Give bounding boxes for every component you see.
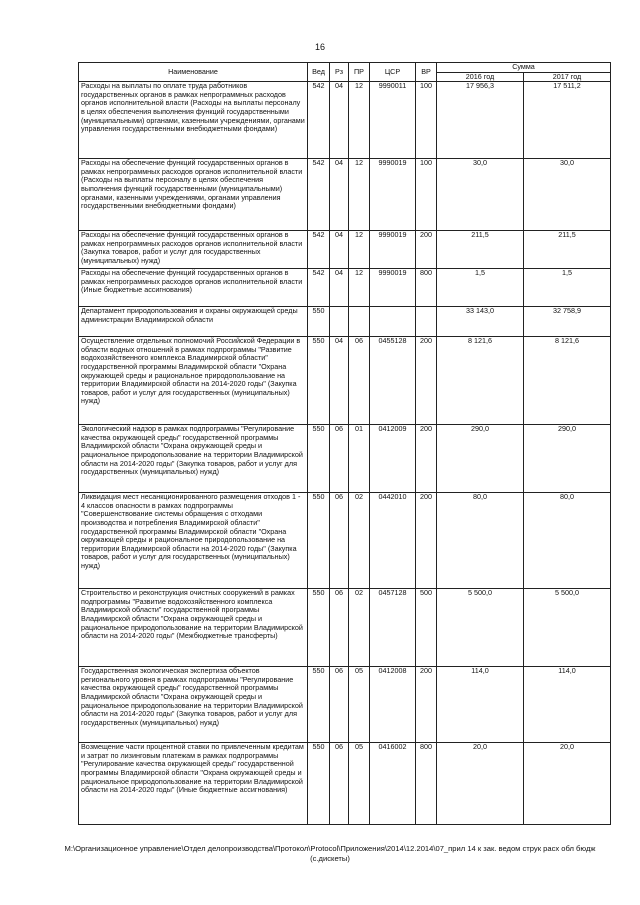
row-rz: 04	[330, 231, 349, 269]
header-name: Наименование	[79, 63, 308, 82]
row-pr: 12	[349, 159, 370, 231]
row-vr: 200	[416, 667, 437, 743]
table-row	[79, 82, 611, 159]
row-ved: 550	[308, 743, 330, 825]
row-ved: 550	[308, 493, 330, 589]
file-path-footer: M:\Организационное управление\Отдел делопроизводства\Протокол\Protocol\Приложения\2014\12.2014\07_прил 14 к зак. ведом струк расх обл бюдж (с.дискеты)	[64, 844, 596, 863]
row-2016: 114,0	[437, 667, 524, 743]
row-csr	[370, 307, 416, 337]
row-name: Строительство и реконструкция очистных сооружений в рамках подпрограммы "Развитие водохозяйственного комплекса Владимирской области" государственной программы Владимирской области "Охрана окружающей среды и рациональное природопользование на территории Владимирской области на 2014-2020 годы" (Межбюджетные трансферты)	[79, 589, 308, 667]
row-csr: 0412008	[370, 667, 416, 743]
row-2017: 5 500,0	[524, 589, 611, 667]
header-pr: ПР	[349, 63, 370, 82]
table-row	[79, 743, 611, 825]
row-pr: 05	[349, 667, 370, 743]
row-name: Расходы на выплаты по оплате труда работников государственных органов в рамках непрограммных расходов органов исполнительной власти (Расходы на выплаты персоналу в целях обеспечения выполнения функций государственными (муниципальными) органами, казенными учреждениями, органами управления государственными внебюджетными фондами)	[79, 82, 308, 159]
header-2017: 2017 год	[524, 72, 611, 82]
row-name: Государственная экологическая экспертиза объектов регионального уровня в рамках подпрограммы "Регулирование качества окружающей среды" государственной программы Владимирской области "Охрана окружающей среды и рациональное природопользование на территории Владимирской области на 2014-2020 годы" (Закупка товаров, работ и услуг для государственных (муниципальных) нужд)	[79, 667, 308, 743]
row-name: Департамент природопользования и охраны окружающей среды администрации Владимирской области	[79, 307, 308, 337]
row-csr: 0442010	[370, 493, 416, 589]
row-name: Расходы на обеспечение функций государственных органов в рамках непрограммных расходов органов исполнительной власти (Закупка товаров, работ и услуг для государственных (муниципальных) нужд)	[79, 231, 308, 269]
row-2017: 32 758,9	[524, 307, 611, 337]
header-2016: 2016 год	[437, 72, 524, 82]
row-csr: 0416002	[370, 743, 416, 825]
row-rz: 04	[330, 82, 349, 159]
table-row	[79, 493, 611, 589]
row-2017: 8 121,6	[524, 337, 611, 425]
header-ved: Вед	[308, 63, 330, 82]
row-vr	[416, 307, 437, 337]
row-name: Ликвидация мест несанкционированного размещения отходов 1 - 4 классов опасности в рамках подпрограммы "Совершенствование системы обращения с отходами производства и потребления Владимирской области" государственной программы Владимирской области "Охрана окружающей среды и рациональное природопользование на территории Владимирской области на 2014-2020 годы" (Закупка товаров, работ и услуг для государственных (муниципальных) нужд)	[79, 493, 308, 589]
row-rz: 04	[330, 337, 349, 425]
row-vr: 800	[416, 269, 437, 307]
row-2016: 290,0	[437, 425, 524, 493]
page-number: 16	[314, 42, 325, 52]
row-csr: 9990011	[370, 82, 416, 159]
row-ved: 542	[308, 82, 330, 159]
row-vr: 800	[416, 743, 437, 825]
row-rz: 04	[330, 269, 349, 307]
row-2017: 30,0	[524, 159, 611, 231]
row-pr: 02	[349, 589, 370, 667]
row-2017: 20,0	[524, 743, 611, 825]
row-name: Осуществление отдельных полномочий Российской Федерации в области водных отношений в рамках подпрограммы "Развитие водохозяйственного комплекса Владимирской области" государственной программы Владимирской области "Охрана окружающей среды и рациональное природопользование на территории Владимирской области на 2014-2020 годы" (Закупка товаров, работ и услуг для государственных (муниципальных) нужд)	[79, 337, 308, 425]
row-ved: 542	[308, 159, 330, 231]
table-row	[79, 667, 611, 743]
row-2017: 80,0	[524, 493, 611, 589]
row-ved: 542	[308, 269, 330, 307]
budget-table	[78, 62, 611, 825]
row-rz: 06	[330, 493, 349, 589]
row-csr: 0457128	[370, 589, 416, 667]
row-vr: 100	[416, 159, 437, 231]
row-rz: 06	[330, 667, 349, 743]
row-name: Расходы на обеспечение функций государственных органов в рамках непрограммных расходов органов исполнительной власти (Расходы на выплаты персоналу в целях обеспечения выполнения функций государственными (муниципальными) органами, казенными учреждениями, органами управления государственными внебюджетными фондами)	[79, 159, 308, 231]
header-csr: ЦСР	[370, 63, 416, 82]
row-name: Расходы на обеспечение функций государственных органов в рамках непрограммных расходов органов исполнительной власти (Иные бюджетные ассигнования)	[79, 269, 308, 307]
row-vr: 500	[416, 589, 437, 667]
row-2017: 290,0	[524, 425, 611, 493]
row-ved: 550	[308, 589, 330, 667]
row-csr: 0455128	[370, 337, 416, 425]
row-name: Экологический надзор в рамках подпрограммы "Регулирование качества окружающей среды" государственной программы Владимирской области "Охрана окружающей среды и рациональное природопользование на территории Владимирской области на 2014-2020 годы" (Закупка товаров, работ и услуг для государственных (муниципальных) нужд)	[79, 425, 308, 493]
row-vr: 100	[416, 82, 437, 159]
row-csr: 9990019	[370, 269, 416, 307]
row-2016: 5 500,0	[437, 589, 524, 667]
row-pr: 12	[349, 82, 370, 159]
table-row	[79, 425, 611, 493]
table-row	[79, 589, 611, 667]
row-pr: 01	[349, 425, 370, 493]
row-2016: 1,5	[437, 269, 524, 307]
table-row	[79, 337, 611, 425]
row-rz: 04	[330, 159, 349, 231]
header-rz: Рз	[330, 63, 349, 82]
row-rz: 06	[330, 743, 349, 825]
row-2016: 30,0	[437, 159, 524, 231]
table-header-row	[79, 63, 611, 73]
row-csr: 9990019	[370, 159, 416, 231]
row-csr: 0412009	[370, 425, 416, 493]
row-ved: 550	[308, 667, 330, 743]
row-name: Возмещение части процентной ставки по привлеченным кредитам и затрат по лизинговым платежам в рамках подпрограммы "Регулирование качества окружающей среды" государственной программы Владимирской области "Охрана окружающей среды и рациональное природопользование на территории Владимирской области на 2014-2020 годы" (Иные бюджетные ассигнования)	[79, 743, 308, 825]
row-2016: 8 121,6	[437, 337, 524, 425]
row-pr: 02	[349, 493, 370, 589]
row-ved: 542	[308, 231, 330, 269]
row-vr: 200	[416, 231, 437, 269]
row-pr: 06	[349, 337, 370, 425]
row-pr: 12	[349, 269, 370, 307]
table-row	[79, 231, 611, 269]
table-row	[79, 269, 611, 307]
row-2017: 114,0	[524, 667, 611, 743]
row-csr: 9990019	[370, 231, 416, 269]
row-2016: 33 143,0	[437, 307, 524, 337]
row-2017: 1,5	[524, 269, 611, 307]
row-rz	[330, 307, 349, 337]
row-ved: 550	[308, 337, 330, 425]
header-sum: Сумма	[437, 63, 611, 73]
row-vr: 200	[416, 337, 437, 425]
row-rz: 06	[330, 425, 349, 493]
row-2016: 211,5	[437, 231, 524, 269]
row-ved: 550	[308, 425, 330, 493]
header-vr: ВР	[416, 63, 437, 82]
table-row-department	[79, 307, 611, 337]
table-row	[79, 159, 611, 231]
row-2016: 80,0	[437, 493, 524, 589]
row-vr: 200	[416, 493, 437, 589]
row-pr: 05	[349, 743, 370, 825]
row-2017: 211,5	[524, 231, 611, 269]
row-2017: 17 511,2	[524, 82, 611, 159]
row-pr	[349, 307, 370, 337]
row-2016: 20,0	[437, 743, 524, 825]
row-pr: 12	[349, 231, 370, 269]
row-vr: 200	[416, 425, 437, 493]
row-2016: 17 956,3	[437, 82, 524, 159]
row-rz: 06	[330, 589, 349, 667]
row-ved: 550	[308, 307, 330, 337]
